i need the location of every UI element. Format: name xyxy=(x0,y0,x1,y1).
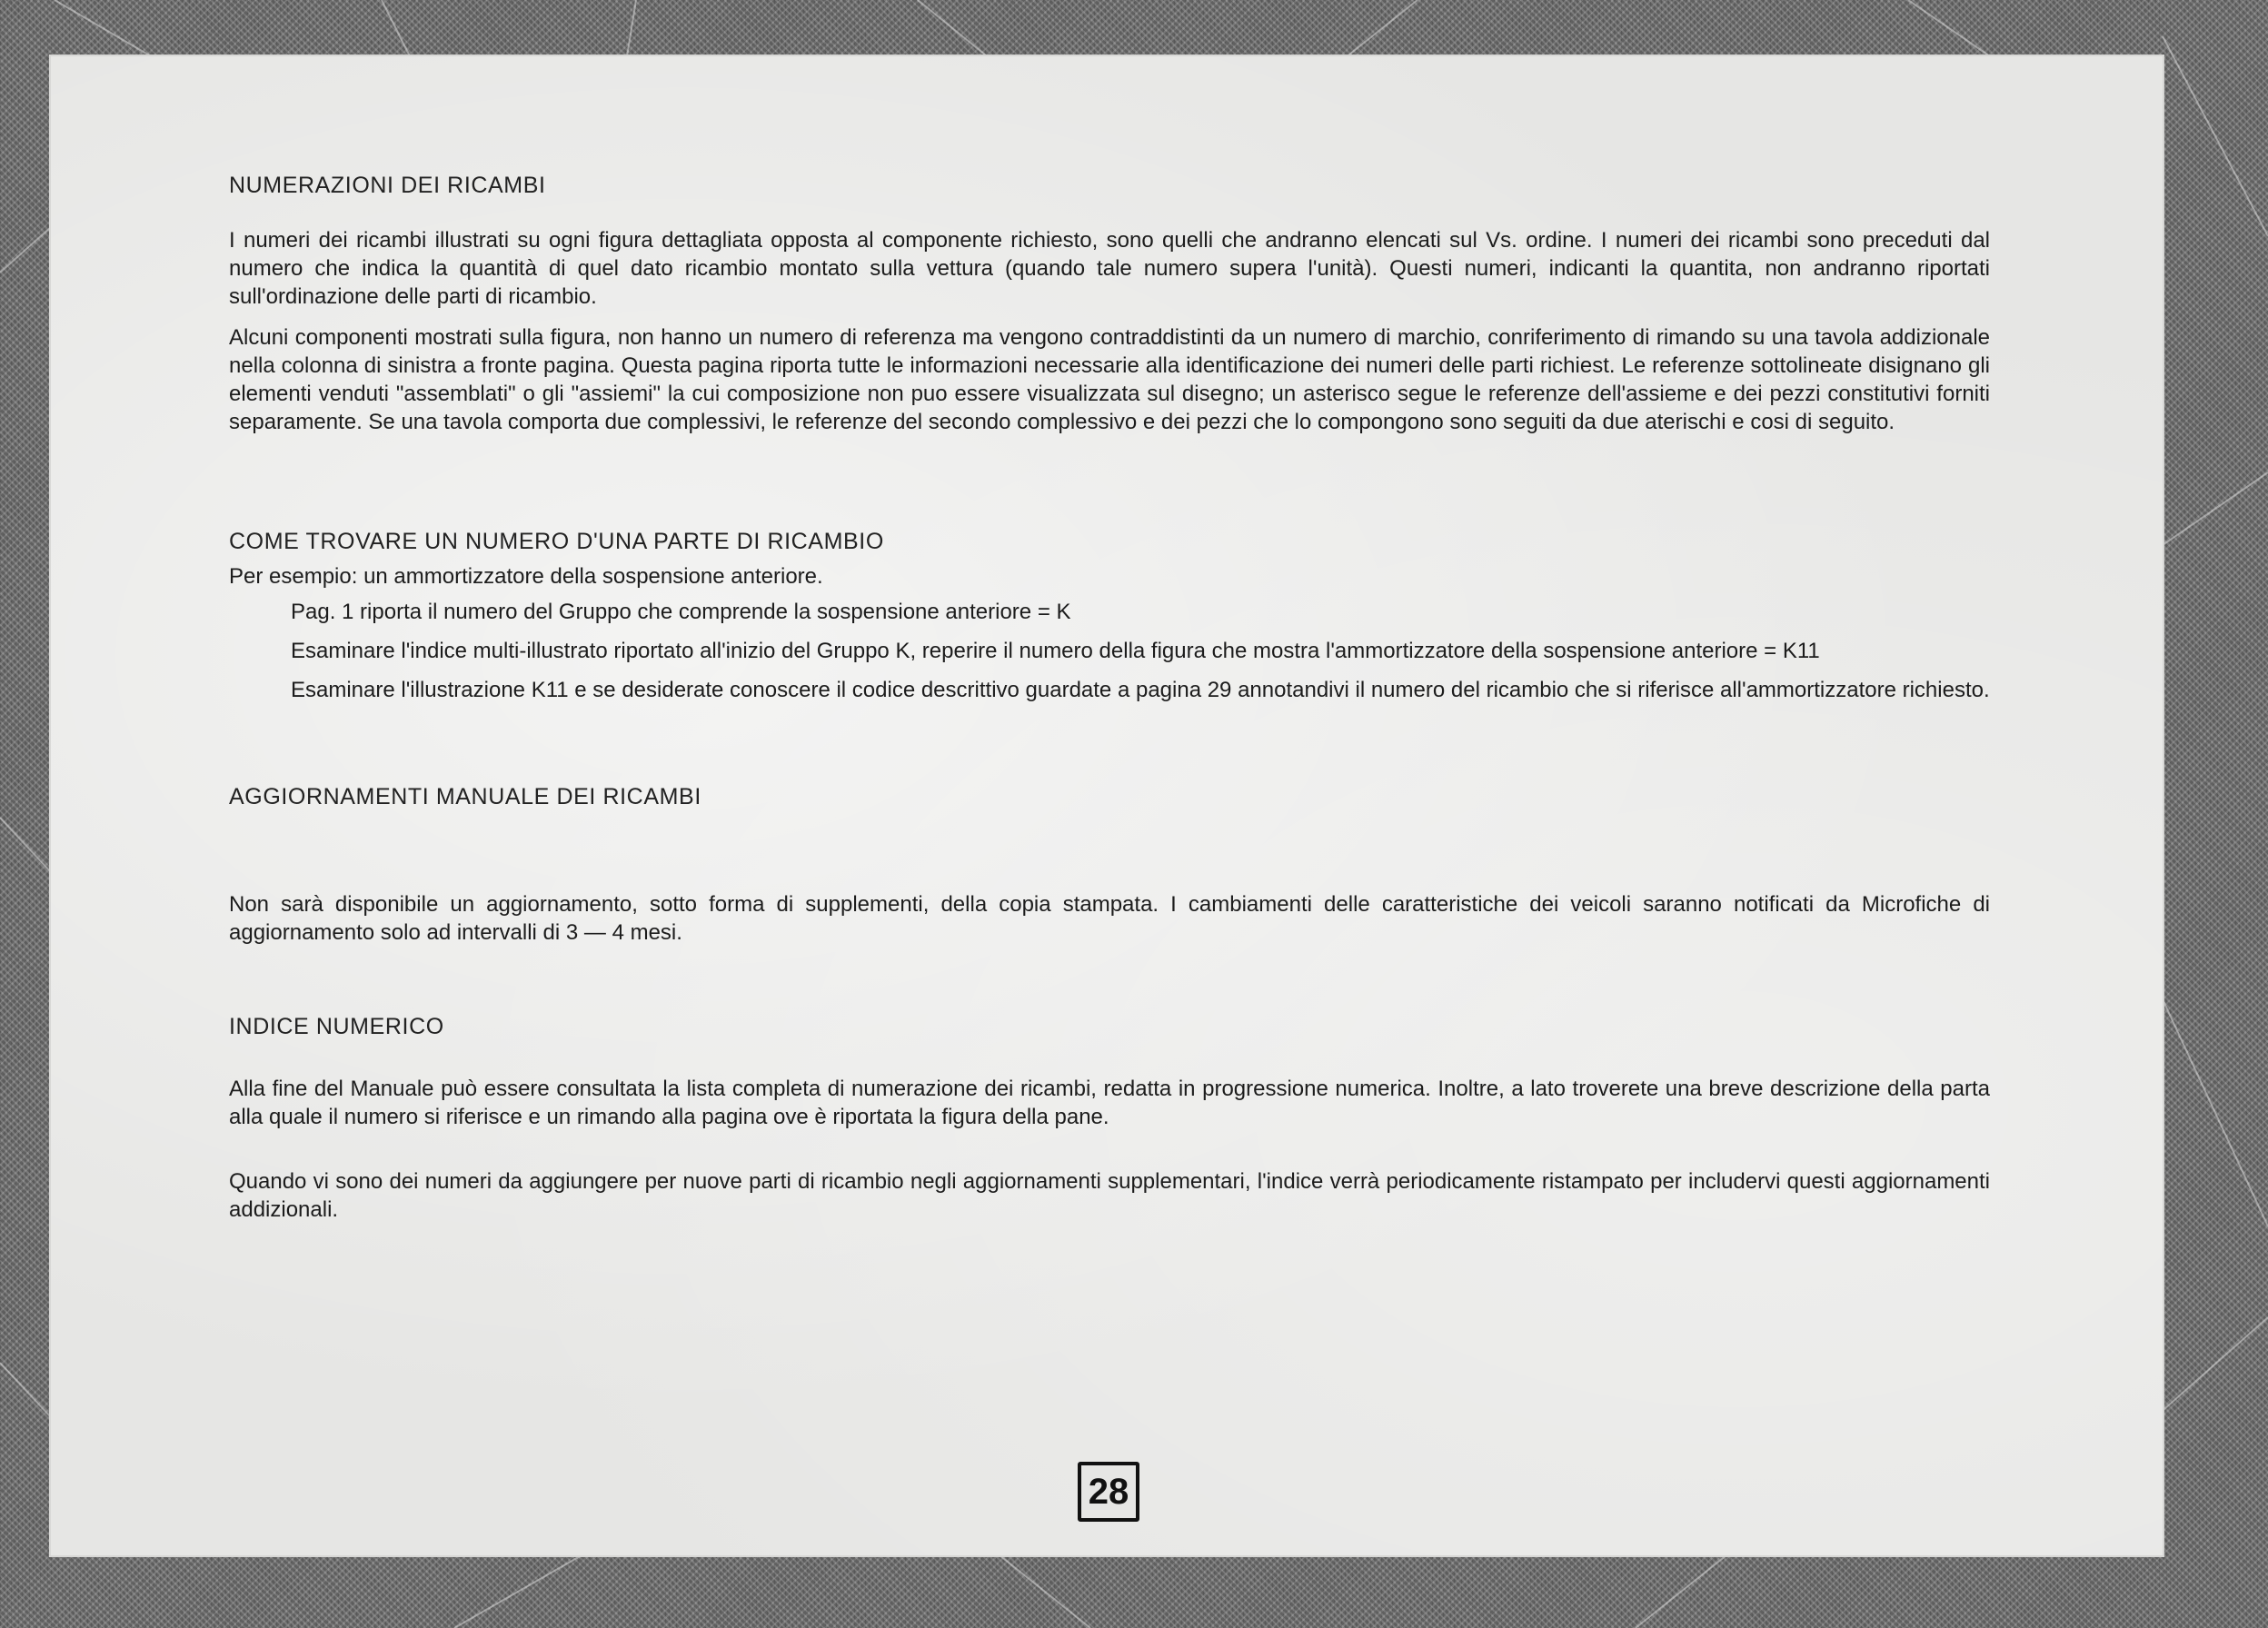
paragraph-indice-2: Quando vi sono dei numeri da aggiungere per nuove parti di ricambio negli aggiornamenti supplementari, l'indice verrà periodicamente ristampato per includervi questi aggiornamenti addizionali. xyxy=(229,1169,1990,1222)
page-number-box: 28 xyxy=(1078,1462,1139,1522)
step-1: Pag. 1 riporta il numero del Gruppo che comprende la sospensione anteriore = K xyxy=(291,600,1071,624)
paragraph-aggiornamenti: Non sarà disponibile un aggiornamento, sotto forma di supplementi, della copia stampata. I cambiamenti delle caratteristiche dei veicoli saranno notificati da Microfiche di aggiornamento solo ad intervalli di 3 — 4 mesi. xyxy=(229,892,1990,945)
paragraph-indice-1: Alla fine del Manuale può essere consultata la lista completa di numerazione dei ricambi, redatta in progressione numerica. Inoltre, a lato troverete una breve descrizione della parta alla quale il numero si riferisce e un rimando alla pagina ove è riportata la figura della pane. xyxy=(229,1077,1990,1129)
section-heading-come-trovare: COME TROVARE UN NUMERO D'UNA PARTE DI RICAMBIO xyxy=(229,529,884,554)
step-3: Esaminare l'illustrazione K11 e se desiderate conoscere il codice descrittivo guardate a pagina 29 annotandivi il numero del ricambio che si riferisce all'ammortizzatore richiesto. xyxy=(291,678,1990,702)
paragraph-numerazioni-1: I numeri dei ricambi illustrati su ogni figura dettagliata opposta al componente richiesto, sono quelli che andranno elencati sul Vs. ordine. I numeri dei ricambi sono preceduti dal numero che indica la quantità di quel dato ricambio montato sulla vettura (quando tale numero supera l'unità). Questi numeri, indicanti la quantita, non andranno riportati sull'ordinazione delle parti di ricambio. xyxy=(229,228,1990,309)
section-heading-aggiornamenti: AGGIORNAMENTI MANUALE DEI RICAMBI xyxy=(229,784,701,809)
step-2: Esaminare l'indice multi-illustrato riportato all'inizio del Gruppo K, reperire il numero della figura che mostra l'ammortizzatore della sospensione anteriore = K11 xyxy=(291,639,1820,663)
section-heading-indice-numerico: INDICE NUMERICO xyxy=(229,1014,444,1039)
section-heading-numerazioni: NUMERAZIONI DEI RICAMBI xyxy=(229,173,546,198)
page-content xyxy=(229,173,1990,1224)
paragraph-numerazioni-2: Alcuni componenti mostrati sulla figura, non hanno un numero di referenza ma vengono contraddistinti da un numero di marchio, conriferimento di rimando su una tavola addizionale nella colonna di sinistra a fronte pagina. Questa pagina riporta tutte le informazioni necessarie alla identificazione dei numeri delle parti richiest. Le referenze sottolineate disignano gli elementi venduti "assemblati" o gli "assiemi" la cui composizione non puo essere visualizzata sul disegno; un asterisco segue le referenze dell'assieme e dei pezzi constitutivi forniti separamente. Se una tavola comporta due complessivi, le referenze del secondo complessivo e dei pezzi che lo compongono sono seguiti da due aterischi e cosi di seguito. xyxy=(229,325,1990,434)
manual-page xyxy=(51,56,2163,1555)
example-intro: Per esempio: un ammortizzatore della sospensione anteriore. xyxy=(229,564,823,589)
